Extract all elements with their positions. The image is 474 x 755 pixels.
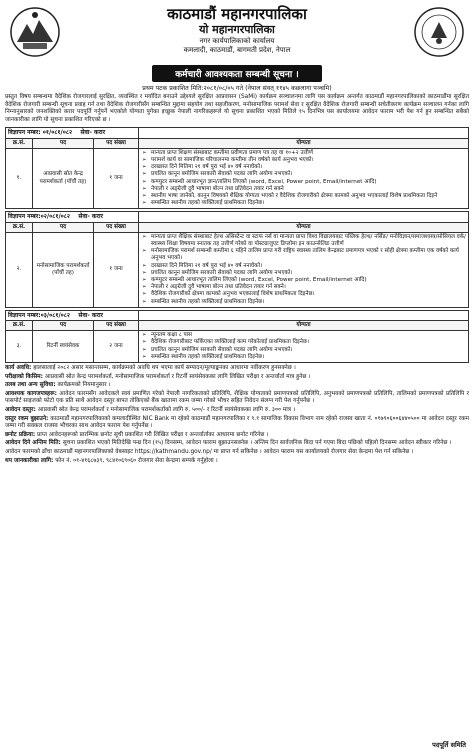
col-qual: योग्यता — [139, 138, 469, 148]
intro-paragraph: प्रस्तुत विषय सम्बन्धमा वैदेशिक रोजगारलाई सुरक्षित, व्यवस्थित र मर्यादित बनाउने उद्देश्यले सुरक्षित आप्रवासन (SaMi) कार्यक्रम सञ्चालनमा लागि यस कार्यक्रम अन्तर्गत काठमाडौं महानगरपालिकाको काठमाडौंमा सुरक्षित वैदेशिक रोजगारी सम्बन्धी सूचना प्रवाह गर्न तथा वैदेशिक रोजगारीसँग सम्बन्धित मुद्दामा सहयोग तथा सहजीकरण, मनोसामाजिक परामर्श सेवा र सुरक्षित वैदेशिक रोजगारी सम्बन्धी सचेतीकरण कार्यक्रम सञ्चालन गर्नका लागि निम्नानुसारको जनशक्तिको करार पदपूर्ति गर्नुपर्ने भएकोले योग्यता पुगेका इच्छुक नेपाली नागरिकहरूले यो सूचना प्रकाशित भएको मितिले १५ दिनभित्र यस कार्यालयमा आवेदन फाराम भरी पेश गर्न हुन सम्बन्धित सबैको जानकारीका लागि यो सूचना प्रकाशित गरिएको छ । — [5, 94, 469, 123]
term-item: दस्तुर रकम बुझाउने: काठमाडौं महानगरपालिकाको कमलादीस्थित NIC Bank मा रहेको काठमाडौं महानगरपालिका र ९.१ सामाजिक विकास विभाग नाम रहेको राजस्व खाता नं. ०१७९०६००६४४०५०० मा आवेदन दस्तुर रकम जम्मा गरी सक्कल राजस्व भौचरका साथ आवेदन फाराम पेश गर्नुपर्नेछ । — [5, 415, 469, 430]
list-item: ➢ न्यूनतम कक्षा ८ पास — [150, 332, 466, 339]
col-qual: योग्यता — [139, 321, 469, 331]
list-item: ➢ सम्बन्धित स्थानीय तहको व्यक्तिलाई प्राथमिकता दिइनेछ। — [150, 200, 466, 207]
list-item: ➢ वैदेशिक रोजगारीको क्षेत्रमा कामको अनुभव भएकालाई विशेष प्राथमिकता दिइनेछ। — [150, 291, 466, 298]
list-item: ➢ नेपाली र अङ्ग्रेजी दुवै भाषामा बोल्न तथा प्रतिवेदन तयार गर्न सक्ने। — [150, 284, 466, 291]
list-item: ➢ प्रचलित कानून बमोजिम सरकारी सेवाको पदका लागि अयोग्य नभएको। — [150, 270, 466, 277]
list-item: ➢ स्थानीय भाषा जानेको, कानुन विषयको शैक्षिक योग्यता भएको र वैदेशिक रोजगारीको क्षेत्रमा कामको अनुभव भएकालाई विशेष प्राथमिकता दिइने — [150, 193, 466, 200]
post-count: १ जना — [94, 232, 139, 307]
list-item: ➢ परामर्श कार्य वा सामाजिक परिचालनमा कम्तीमा तीन वर्षको कार्य अनुभव भएको। — [150, 157, 466, 164]
kmc-emblem-icon — [9, 6, 61, 58]
list-item: ➢ सम्बन्धित स्थानीय तहको व्यक्तिलाई प्राथमिकता दिइनेछ। — [150, 299, 466, 306]
term-item: आवश्यक कागजपत्रहरू: आवेदन फारमसँग आवेदकले स्वयं प्रमाणित गरेको नेपाली नागरिकताको प्रतिलिपि, शैक्षिक योग्यताको प्रमाणपत्रको प्रतिलिपि, अनुभवको प्रमाणपत्रको प्रतिलिपि, तालिमको प्रमाणपत्रको प्रतिलिपि र पासपोर्ट साइजको फोटो एक प्रति साथै आवेदन दस्तुर बापत तोकिएको बैंक खातामा रकम जम्मा गरेको भौचर सहित निवेदन संलग्न गरी पेश गर्नुपर्नेछ । — [5, 390, 470, 405]
list-item: ➢ दरखास्त दिने मितिमा २१ वर्ष पुरा भई ४० वर्ष ननाघेको। — [150, 164, 466, 171]
post-count: १ जना — [94, 148, 139, 209]
list-item: ➢ सम्बन्धित स्थानीय तहको व्यक्तिलाई प्राथमिकता दिइनेछ। — [150, 354, 466, 361]
qualification-list — [141, 234, 466, 306]
org-subname: यो महानगरपालिका — [199, 23, 275, 36]
header — [5, 4, 469, 64]
list-item: ➢ प्रचलित कानून बमोजिम सरकारी सेवाको पदका लागि अयोग्य नभएको। — [150, 171, 466, 178]
table-row: २. मनोसामाजिक परामर्शकर्ता (पाँचौं तह) १ जना ➢ मान्यता प्राप्त शैक्षिक संस्थाबाट हेल्थ असिस्टेन्ट वा स्टाफ नर्स वा मान्यता प्राप्त विश्व विद्यालयबाट पब्लिक हेल्थ/ नर्सिङ/ मनोविज्ञान/समाजशास्त्र/सोसियल वर्क/स्वास्थ्य शिक्षा विषयमा स्नातक तह उत्तीर्ण गरेको वा पोस्टग्राजुएट डिप्लोमा इन काउन्सेलिङ उत्तीर्ण ➢ मनोसामाजिक परामर्श सम्बन्धी कम्तीमा ६ महिने तालिम प्राप्त गरी राष्ट्रिय स्वास्थ्य तालिम केन्द्रबाट प्रमाणपत्र भएको र सोही क्षेत्रमा कम्तीमा एक वर्षको कार्य अनुभव भएको। ➢ दरखास्त दिने मितिमा २१ वर्ष पुरा भई ४० वर्ष ननाघेको। ➢ प्रचलित कानून बमोजिम सरकारी सेवाको पदका लागि अयोग्य नभएको। ➢ कम्प्युटर सम्बन्धी आधारभूत तालिम लिएको (word, Excel, Power point, Email/internet आदि) ➢ नेपाली र अङ्ग्रेजी दुवै भाषामा बोल्न तथा प्रतिवेदन तयार गर्न सक्ने। ➢ वैदेशिक रोजगारीको क्षेत्रमा कामको अनुभव भएकालाई विशेष प्राथमिकता दिइनेछ। ➢ सम्बन्धित स्थानीय तहको व्यक्तिलाई प्राथमिकता दिइनेछ। — [6, 232, 469, 307]
vacancy-table-3 — [5, 310, 469, 363]
qualification-list — [141, 332, 466, 361]
list-item: ➢ प्रचलित कानून बमोजिम सरकारी सेवाको पदका लागि अयोग्य नभएको। — [150, 347, 466, 354]
org-name: काठमाडौं महानगरपालिका — [167, 5, 307, 23]
signature: पदपूर्ति समिति — [432, 741, 466, 749]
list-item: ➢ कम्प्युटर सम्बन्धी आधारभूत ज्ञान/तालिम लिएको (word, Excel, Power point, Email/internet आदि) — [150, 179, 466, 186]
list-item: ➢ दरखास्त दिने मितिमा २१ वर्ष पुरा भई ४० वर्ष ननाघेको। — [150, 263, 466, 270]
col-sn: क्र.सं. — [6, 321, 33, 331]
notice-banner: कर्मचारी आवश्यकता सम्बन्धी सूचना । — [152, 65, 322, 82]
list-item: ➢ वैदेशिक रोजगारीबाट फर्किएका व्यक्तिलाई काम गरेकोलाई प्राथमिकता दिइनेछ। — [150, 339, 466, 346]
terms-section — [5, 365, 469, 465]
service-type: सेवा- करार — [78, 213, 103, 221]
list-item: ➢ मनोसामाजिक परामर्श सम्बन्धी कम्तीमा ६ महिने तालिम प्राप्त गरी राष्ट्रिय स्वास्थ्य तालिम केन्द्रबाट प्रमाणपत्र भएको र सोही क्षेत्रमा कम्तीमा एक वर्षको कार्य अनुभव भएको। — [150, 248, 466, 262]
term-item: आवेदन दस्तुर: आप्रवासी स्रोत केन्द्र परामर्शकर्ता र मनोसामाजिक परामर्शकर्ताको लागि रु. ५००/- र रिटर्नी स्वयंसेवकका लागि रु. ३०० मात्र । — [5, 407, 296, 414]
list-item: ➢ मान्यता प्राप्त शिक्षण संस्थाबाट कम्तीमा प्रवीणता प्रमाण पत्र तह वा १०+२ उत्तीर्ण — [150, 150, 466, 157]
col-qual: योग्यता — [139, 222, 469, 232]
col-count: पद संख्या — [94, 321, 139, 331]
nepal-govt-seal-icon — [413, 6, 465, 58]
post-name: मनोसामाजिक परामर्शकर्ता (पाँचौं तह) — [33, 232, 94, 307]
term-item: थप जानकारीका लागि: फोन नं. ०१-४१६८७३९, ९८४१०६९०६० रोजगार सेवा केन्द्रमा सम्पर्क गर्नुहोला । — [5, 457, 218, 464]
col-count: पद संख्या — [94, 222, 139, 232]
vacancy-table-1 — [5, 127, 469, 209]
publish-date: प्रथम पटक प्रकाशित मिति:२०८१/०८/०५ गते (नेपाल संवत् ११४५ कछलागा पञ्चमि) — [142, 85, 332, 92]
adv-number: विज्ञापन नम्बर:०२/०८१/०८२ सेवा- करार — [6, 212, 139, 222]
post-count: २ जना — [94, 331, 139, 363]
adv-number: विज्ञापन नम्बर:०३/०८१/०८२ सेवा- करार — [6, 310, 139, 320]
list-item: ➢ नेपाली र अङ्ग्रेजी दुवै भाषामा बोल्न तथा प्रतिवेदन तयार गर्न सक्ने — [150, 186, 466, 193]
term-item: तलब तथा अन्य सुविधा: कार्यक्रमको नियमानुसार । — [5, 382, 111, 389]
term-item: आवेदन दिने अन्तिम मिति: सूचना प्रकाशित भएको मितिदेखि पन्ध्र दिन (१५) दिनसम्म, आवेदन फाराम बुझाउनसक्नेछ । अन्तिम दिन सार्वजनिक बिदा पर्न गएमा बिदा पछिको पहिलो दिनसम्म आवेदन स्वीकार गरिनेछ । — [5, 440, 452, 447]
office-address: कमलादी, काठमाडौं, बागमती प्रदेश, नेपाल — [183, 46, 291, 54]
service-type: सेवा- करार — [78, 311, 103, 319]
col-count: पद संख्या — [94, 138, 139, 148]
adv-number: विज्ञापन नम्बर: ०१/०८१/०८२ सेवा- करार — [6, 128, 139, 138]
table-row: ३. रिटर्नी स्वयंसेवक २ जना ➢ न्यूनतम कक्षा ८ पास ➢ वैदेशिक रोजगारीबाट फर्किएका व्यक्तिलाई काम गरेकोलाई प्राथमिकता दिइनेछ। ➢ प्रचलित कानून बमोजिम सरकारी सेवाको पदका लागि अयोग्य नभएको। ➢ सम्बन्धित स्थानीय तहको व्यक्तिलाई प्राथमिकता दिइनेछ। — [6, 331, 469, 363]
term-item: आवेदन फारमको ढाँचा काठमाडौं महानगरपालिकाको वेबसाइट https://kathmandu.gov.np/ मा प्राप्त गर्न सकिनेछ । आवेदन फाराम यस कार्यालयको रोजगार सेवा केन्द्रमा पेश गर्न सकिनेछ । — [5, 449, 414, 455]
col-sn: क्र.सं. — [6, 138, 33, 148]
vacancy-table-2 — [5, 211, 469, 307]
term-item: छनोट प्रक्रिया: प्राप्त आवेदनहरूको प्रारम्भिक छनोट सूची प्रकाशित गरी लिखित परीक्षा र अन्तर्वार्ताका आधारमा छनोट गरिनेछ । — [5, 431, 269, 438]
term-item: परीक्षाको किसिम: आप्रवासी स्रोत केन्द्र परामर्शकर्ता, मनोसामाजिक परामर्शकर्ता र रिटर्नी स्वयंसेवकका लागि लिखित परीक्षा र अन्तर्वार्ता मात्र हुनेछ । — [5, 373, 311, 380]
term-item: कार्य अवधि: हालसालाई २०८२ असार मसान्तसम्म, कार्यक्रमको अवधि थप भएमा कार्य सम्पादन/मूल्याङ्कनका आधारमा नवीकरण हुनसक्नेछ । — [5, 365, 296, 372]
service-type: सेवा- करार — [80, 129, 106, 137]
table-row: १. आप्रवासी स्रोत केन्द्र परामर्शकर्ता (पाँचौं तह) १ जना ➢ मान्यता प्राप्त शिक्षण संस्थाबाट कम्तीमा प्रवीणता प्रमाण पत्र तह वा १०+२ उत्तीर्ण ➢ परामर्श कार्य वा सामाजिक परिचालनमा कम्तीमा तीन वर्षको कार्य अनुभव भएको। ➢ दरखास्त दिने मितिमा २१ वर्ष पुरा भई ४० वर्ष ननाघेको। ➢ प्रचलित कानून बमोजिम सरकारी सेवाको पदका लागि अयोग्य नभएको। ➢ कम्प्युटर सम्बन्धी आधारभूत ज्ञान/तालिम लिएको (word, Excel, Power point, Email/internet आदि) ➢ नेपाली र अङ्ग्रेजी दुवै भाषामा बोल्न तथा प्रतिवेदन तयार गर्न सक्ने ➢ स्थानीय भाषा जानेको, कानुन विषयको शैक्षिक योग्यता भएको र वैदेशिक रोजगारीको क्षेत्रमा कामको अनुभव भएकालाई विशेष प्राथमिकता दिइने ➢ सम्बन्धित स्थानीय तहको व्यक्तिलाई प्राथमिकता दिइनेछ। — [6, 148, 469, 209]
col-post: पद — [33, 222, 94, 232]
col-sn: क्र.सं. — [6, 222, 33, 232]
col-post: पद — [33, 321, 94, 331]
post-name: आप्रवासी स्रोत केन्द्र परामर्शकर्ता (पाँचौं तह) — [33, 148, 94, 209]
list-item: ➢ कम्प्युटर सम्बन्धी आधारभूत तालिम लिएको (word, Excel, Power point, Email/internet आदि) — [150, 277, 466, 284]
post-name: रिटर्नी स्वयंसेवक — [33, 331, 94, 363]
col-post: पद — [33, 138, 94, 148]
office-name: नगर कार्यपालिकाको कार्यालय — [199, 37, 275, 45]
qualification-list — [141, 150, 466, 208]
list-item: ➢ मान्यता प्राप्त शैक्षिक संस्थाबाट हेल्थ असिस्टेन्ट वा स्टाफ नर्स वा मान्यता प्राप्त विश्व विद्यालयबाट पब्लिक हेल्थ/ नर्सिङ/ मनोविज्ञान/समाजशास्त्र/सोसियल वर्क/स्वास्थ्य शिक्षा विषयमा स्नातक तह उत्तीर्ण गरेको वा पोस्टग्राजुएट डिप्लोमा इन काउन्सेलिङ उत्तीर्ण — [150, 234, 466, 248]
